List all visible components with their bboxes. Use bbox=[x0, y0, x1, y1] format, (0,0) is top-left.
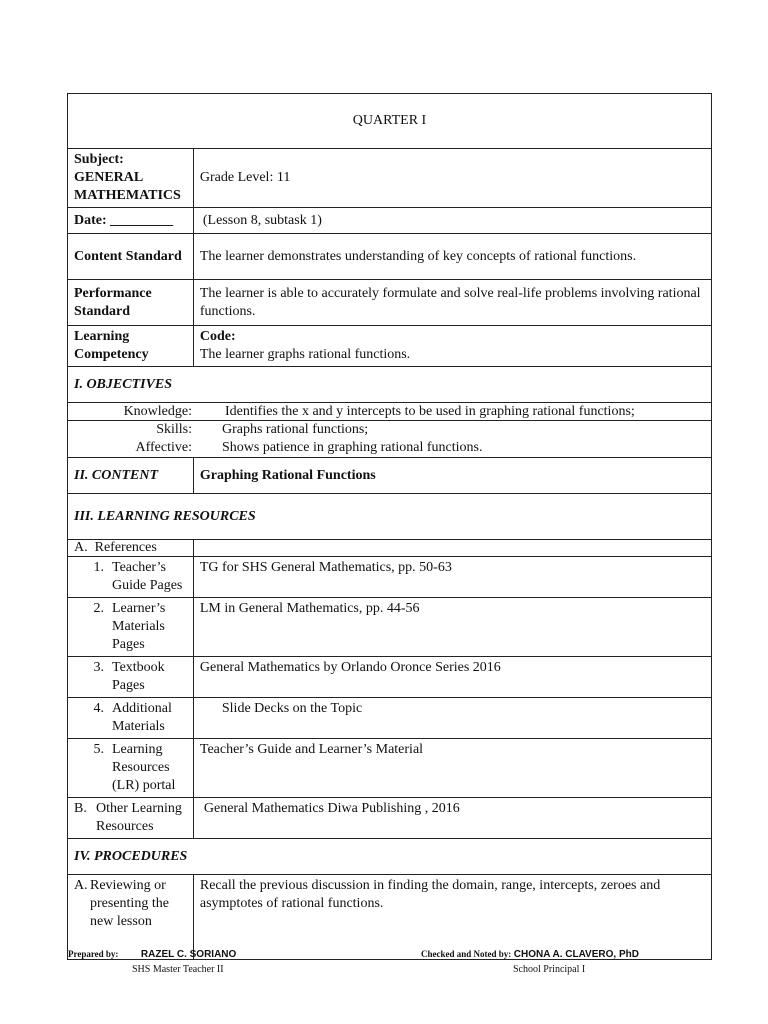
subject-label: Subject: bbox=[74, 152, 124, 167]
reference-row: 2. Learner’s Materials Pages LM in General Mathematics, pp. 44-56 bbox=[68, 598, 712, 657]
other-resources-value: General Mathematics Diwa Publishing , 2016 bbox=[193, 798, 711, 839]
learning-competency-label: Learning Competency bbox=[68, 326, 194, 367]
lesson-code: (Lesson 8, subtask 1) bbox=[193, 208, 711, 234]
performance-standard-label: Performance Standard bbox=[68, 280, 194, 326]
objective-affective: Affective: Shows patience in graphing rational functions. bbox=[135, 440, 483, 455]
procedure-label: A. Reviewing or presenting the new lesson bbox=[68, 875, 194, 960]
prepared-by-title: SHS Master Teacher II bbox=[132, 964, 224, 975]
references-label: A. References bbox=[68, 540, 194, 557]
objective-knowledge: Knowledge:Identifies the x and y intercepts to be used in graphing rational functions; bbox=[68, 403, 711, 421]
date-row bbox=[68, 208, 712, 234]
subject-row bbox=[68, 149, 712, 208]
performance-standard-row bbox=[68, 280, 712, 326]
quarter-row bbox=[68, 94, 712, 149]
checked-by-block bbox=[421, 949, 639, 960]
lesson-plan-table bbox=[67, 93, 712, 960]
reference-value: Teacher’s Guide and Learner’s Material bbox=[193, 739, 711, 798]
procedure-text: Recall the previous discussion in finding the domain, range, intercepts, zeroes and asymptotes of rational functions. bbox=[193, 875, 711, 960]
reference-value: LM in General Mathematics, pp. 44-56 bbox=[193, 598, 711, 657]
checked-by-label: Checked and Noted by: bbox=[421, 949, 512, 959]
grade-level: Grade Level: 11 bbox=[193, 149, 711, 208]
objective-skills: Skills: Graphs rational functions; bbox=[156, 422, 369, 437]
content-heading: II. CONTENT bbox=[68, 458, 194, 494]
content-row bbox=[68, 458, 712, 494]
learning-competency-text: The learner graphs rational functions. bbox=[199, 347, 411, 362]
content-standard-text: The learner demonstrates understanding of key concepts of rational functions. bbox=[193, 234, 711, 280]
checked-by-name: CHONA A. CLAVERO, PhD bbox=[513, 949, 639, 960]
procedures-heading-row bbox=[68, 839, 712, 875]
reference-value: Slide Decks on the Topic bbox=[193, 698, 711, 739]
objectives-heading-row bbox=[68, 367, 712, 403]
prepared-by-name: RAZEL C. SORIANO bbox=[140, 949, 237, 960]
objectives-cell bbox=[68, 403, 712, 458]
content-topic: Graphing Rational Functions bbox=[193, 458, 711, 494]
procedure-row bbox=[68, 875, 712, 960]
other-resources-label: B. Other Learning Resources bbox=[68, 798, 194, 839]
performance-standard-text: The learner is able to accurately formulate and solve real-life problems involving rational functions. bbox=[193, 280, 711, 326]
subject-value-line2: MATHEMATICS bbox=[74, 188, 181, 203]
objectives-heading: I. OBJECTIVES bbox=[68, 367, 712, 403]
quarter-title: QUARTER I bbox=[68, 94, 712, 149]
reference-row: 1. Teacher’s Guide Pages TG for SHS General Mathematics, pp. 50-63 bbox=[68, 557, 712, 598]
learning-competency-row bbox=[68, 326, 712, 367]
reference-value: TG for SHS General Mathematics, pp. 50-63 bbox=[193, 557, 711, 598]
checked-by-title: School Principal I bbox=[513, 964, 586, 975]
content-standard-label: Content Standard bbox=[68, 234, 194, 280]
learning-competency-cell bbox=[193, 326, 711, 367]
reference-value: General Mathematics by Orlando Oronce Series 2016 bbox=[193, 657, 711, 698]
resources-heading-row bbox=[68, 494, 712, 540]
prepared-by-label: Prepared by: bbox=[68, 949, 119, 959]
reference-row: 5. Learning Resources (LR) portal Teacher’s Guide and Learner’s Material bbox=[68, 739, 712, 798]
code-label: Code: bbox=[199, 329, 236, 344]
content-standard-row bbox=[68, 234, 712, 280]
other-resources-row bbox=[68, 798, 712, 839]
reference-row: 4. Additional Materials Slide Decks on the Topic bbox=[68, 698, 712, 739]
procedures-heading: IV. PROCEDURES bbox=[68, 839, 712, 875]
prepared-by-block bbox=[68, 949, 236, 960]
references-row bbox=[68, 540, 712, 557]
objectives-row bbox=[68, 403, 712, 458]
date-label: Date: _________ bbox=[68, 208, 194, 234]
reference-row: 3. Textbook Pages General Mathematics by Orlando Oronce Series 2016 bbox=[68, 657, 712, 698]
resources-heading: III. LEARNING RESOURCES bbox=[68, 494, 712, 540]
subject-cell bbox=[68, 149, 194, 208]
subject-value-line1: GENERAL bbox=[74, 170, 144, 185]
